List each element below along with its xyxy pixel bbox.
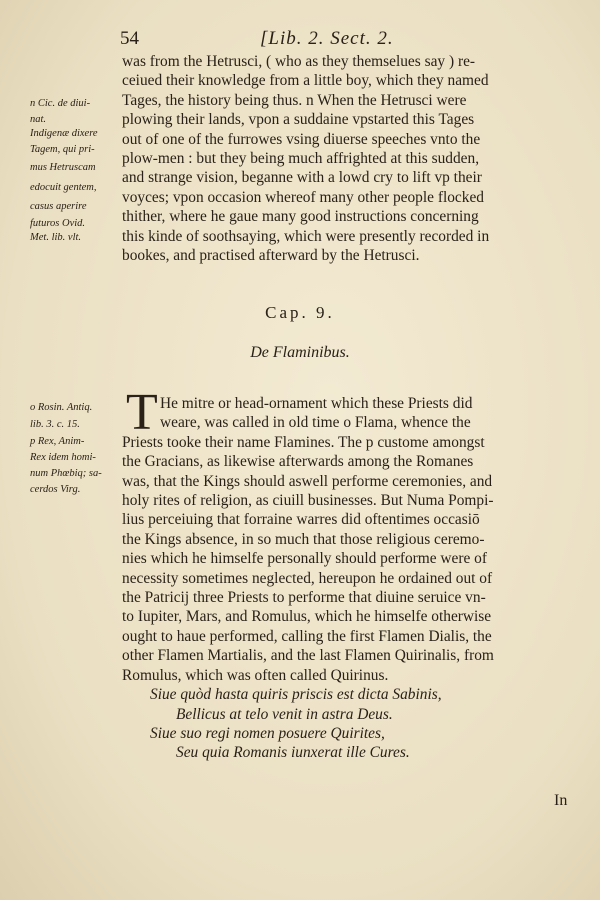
text-line: to Iupiter, Mars, and Romulus, which he himselfe otherwise bbox=[122, 608, 492, 626]
marginal-note-1 bbox=[30, 94, 122, 245]
text-line: was from the Hetrusci, ( who as they themselues say ) re- bbox=[122, 53, 476, 70]
margin-line: p Rex, Anim- bbox=[30, 436, 85, 448]
margin-line: futuros Ovid. bbox=[30, 217, 86, 229]
margin-line: Indigenæ dixere bbox=[30, 128, 98, 140]
text-line: Romulus, which was often called Quirinus. bbox=[122, 666, 389, 684]
margin-line: num Phœbiq; sa- bbox=[30, 468, 102, 480]
marginal-note-2 bbox=[30, 398, 122, 498]
verse-line: Seu quia Romanis iunxerat ille Cures. bbox=[176, 744, 410, 762]
text-line: was, that the Kings should aswell performe ceremonies, and bbox=[122, 472, 493, 490]
catchword: In bbox=[554, 792, 568, 809]
paragraph-2 bbox=[122, 384, 572, 763]
drop-cap: T bbox=[126, 384, 158, 441]
text-line: and strange vision, beganne with a lowd cry to lift vp their bbox=[122, 169, 482, 187]
text-line: Tages, the history being thus. n When the Hetrusci were bbox=[122, 91, 467, 109]
verse-line: Siue suo regi nomen posuere Quirites, bbox=[150, 724, 385, 742]
chapter-subtitle: De Flaminibus. bbox=[250, 344, 350, 361]
text-line: out of one of the furrowes vsing diuerse speeches vnto the bbox=[122, 130, 481, 148]
margin-line: Tagem, qui pri- bbox=[30, 144, 95, 156]
text-line: ceiued their knowledge from a little boy, which they named bbox=[122, 72, 489, 90]
text-line: the Kings absence, in so much that those religious ceremo- bbox=[122, 530, 485, 548]
running-head: [Lib. 2. Sect. 2. bbox=[260, 28, 394, 49]
paragraph-1 bbox=[122, 52, 572, 265]
margin-line: cerdos Virg. bbox=[30, 484, 81, 496]
margin-line: casus aperire bbox=[30, 201, 87, 213]
text-line: plowing their lands, vpon a suddaine vpstarted this Tages bbox=[122, 111, 475, 129]
margin-line: o Rosin. Antiq. bbox=[30, 402, 93, 413]
text-line: weare, was called in old time o Flama, whence the bbox=[160, 414, 471, 432]
page-number: 54 bbox=[120, 28, 139, 49]
margin-line: n Cic. de diui- bbox=[30, 98, 91, 109]
text-line: the Gracians, as likewise afterwards among the Romanes bbox=[122, 453, 474, 471]
margin-line: lib. 3. c. 15. bbox=[30, 419, 80, 431]
margin-line: edocuit gentem, bbox=[30, 181, 97, 193]
text-line: plow-men : but they being much affrighted at this sudden, bbox=[122, 150, 480, 168]
text-line: this kinde of soothsaying, which were presently recorded in bbox=[122, 227, 490, 245]
text-line: Priests tooke their name Flamines. The p custome amongst bbox=[122, 433, 485, 451]
text-line: thither, where he gaue many good instructions concerning bbox=[122, 208, 479, 226]
page-header bbox=[120, 28, 580, 52]
verse-line: Bellicus at telo venit in astra Deus. bbox=[176, 705, 393, 723]
margin-line: Met. lib. vlt. bbox=[30, 231, 82, 243]
margin-line: mus Hetruscam bbox=[30, 162, 96, 174]
text-line: other Flamen Martialis, and the last Flamen Quirinalis, from bbox=[122, 647, 494, 665]
text-line: voyces; vpon occasion whereof many other people flocked bbox=[122, 188, 484, 206]
text-line: necessity sometimes neglected, hereupon he ordained out of bbox=[122, 569, 493, 587]
text-line: lius perceiuing that forraine warres did oftentimes occasiō bbox=[122, 511, 480, 529]
text-line: holy rites of religion, as ciuill businesses. But Numa Pompi- bbox=[122, 492, 494, 510]
margin-line: Rex idem homi- bbox=[30, 452, 96, 464]
verse-line: Siue quòd hasta quiris priscis est dicta Sabinis, bbox=[150, 686, 442, 704]
text-line: nies which he himselfe personally should performe were of bbox=[122, 550, 487, 568]
chapter-heading: Cap. 9. bbox=[265, 303, 335, 322]
text-line: the Patricij three Priests to performe that diuine seruice vn- bbox=[122, 589, 486, 607]
text-line: bookes, and practised afterward by the Hetrusci. bbox=[122, 247, 420, 265]
text-line: ought to haue performed, calling the first Flamen Dialis, the bbox=[122, 627, 492, 645]
margin-line: nat. bbox=[30, 114, 47, 126]
text-line: He mitre or head-ornament which these Priests did bbox=[160, 395, 473, 412]
